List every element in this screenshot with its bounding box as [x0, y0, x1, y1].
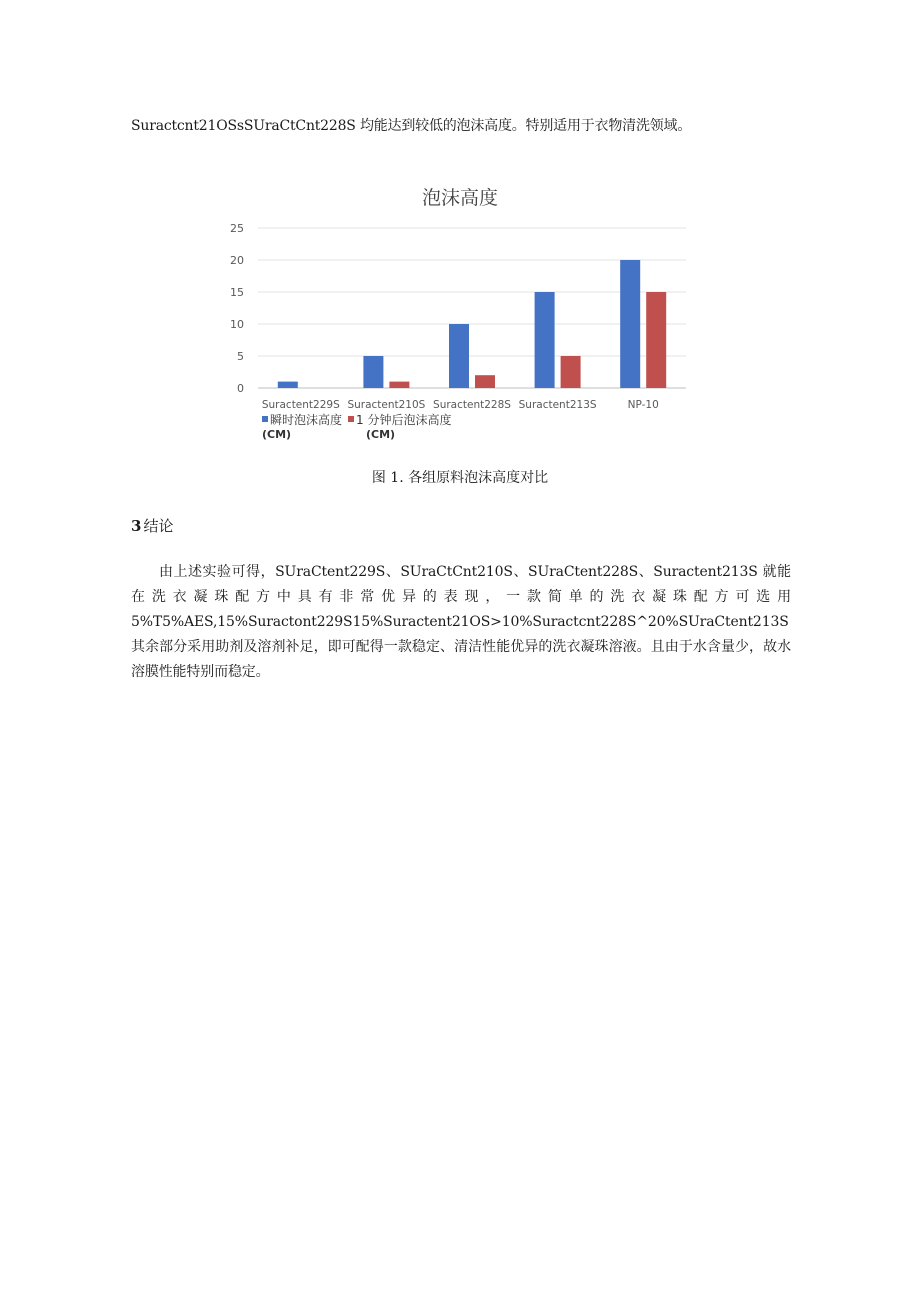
bar-instant-2 — [449, 324, 469, 388]
x-tick-label: Suractent213S — [518, 399, 597, 411]
y-tick-label: 20 — [230, 254, 244, 267]
chart-canvas — [220, 178, 700, 448]
x-tick-label: Suractent210S — [347, 399, 426, 411]
bar-one-minute-4 — [646, 292, 666, 388]
x-tick-label: Suractent229S — [261, 399, 340, 411]
section-number: 3 — [131, 517, 142, 535]
chart-y-ticks — [230, 222, 244, 395]
bar-one-minute-3 — [561, 356, 581, 388]
chart-title: 泡沫高度 — [421, 187, 499, 209]
y-tick-label: 5 — [237, 350, 244, 363]
x-tick-label: Suractent228S — [433, 399, 511, 411]
x-tick-label: NP-10 — [627, 399, 659, 411]
legend-swatch-blue — [262, 416, 268, 422]
bar-instant-0 — [278, 382, 298, 388]
conclusion-paragraph: 由上述实验可得，SUraCtent229S、SUraCtCnt210S、SUraCtent228S、Suractent213S 就能在洗衣凝珠配方中具有非常优异的表现，一款简单的洗衣凝珠配方可选用5%T5%AES,15%Suractont229S15%Suractent21OS>10%Suractcnt228S^20%SUraCtent213S 其余部分采用助剂及溶剂补足，即可配得一款稳定、清洁性能优异的洗衣凝珠溶液。且由于水含量少，故水溶膜性能特别而稳定。 — [131, 564, 791, 680]
legend-item-one-minute — [348, 412, 478, 446]
y-tick-label: 0 — [237, 382, 244, 395]
y-tick-label: 15 — [230, 286, 244, 299]
legend-item-instant — [262, 412, 362, 446]
intro-sentence: Suractcnt21OSsSUraCtCnt228S 均能达到较低的泡沫高度。特别适用于衣物清洗领域。 — [131, 118, 692, 134]
legend-label-one-minute: 1 分钟后泡沫高度 — [356, 413, 452, 427]
foam-height-chart — [220, 178, 700, 448]
bar-one-minute-2 — [475, 375, 495, 388]
chart-x-ticks — [262, 399, 659, 411]
legend-unit-one-minute: (CM) — [366, 428, 396, 441]
y-tick-label: 25 — [230, 222, 244, 235]
y-tick-label: 10 — [230, 318, 244, 331]
legend-swatch-red — [348, 416, 354, 422]
legend-label-instant: 瞬时泡沫高度 — [270, 413, 343, 427]
section-title: 结论 — [143, 517, 174, 535]
bar-instant-4 — [620, 260, 640, 388]
bar-instant-3 — [535, 292, 555, 388]
figure-caption: 图 1. 各组原料泡沫高度对比 — [371, 470, 549, 486]
chart-legend — [262, 412, 482, 446]
section-heading — [131, 515, 173, 537]
bar-instant-1 — [363, 356, 383, 388]
legend-unit-instant: (CM) — [262, 428, 292, 441]
bar-one-minute-1 — [389, 382, 409, 388]
